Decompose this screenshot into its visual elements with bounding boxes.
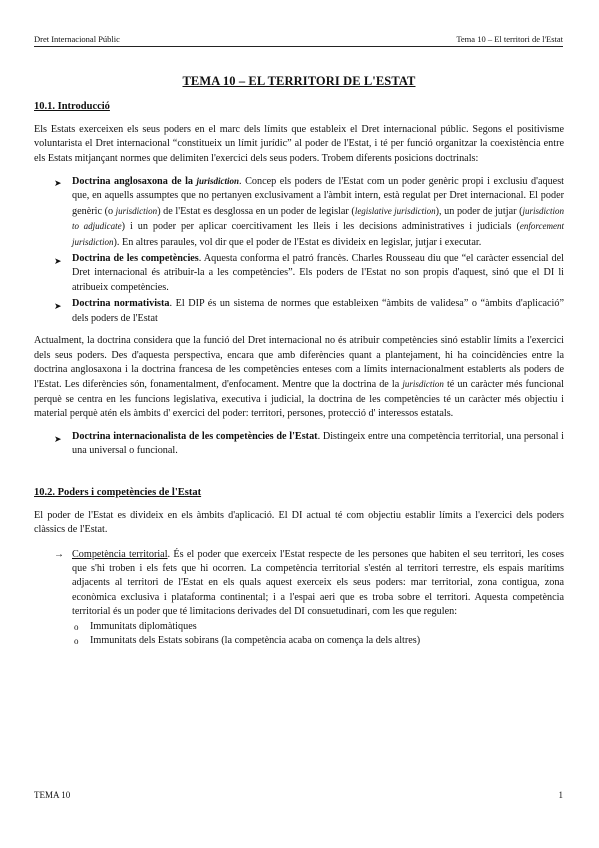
subitem-text: Immunitats diplomàtiques (90, 620, 197, 632)
item-text: . És el poder que exerceix l'Estat respecte de les persones que habiten el seu territori, les coses que s'hi troben i els fets que hi ocorren. La competència territorial s'estén al territori terrestre, els espais marítims adjacents al territori de l'Estat en els quals aquest exerceix els seus poders: mar territorial, zona contigua, zona econòmica exclusiva i plataforma continental; i a l'espai aeri que es troba sobre el territori. Aquesta competència territorial és un poder que té limitacions derivades del DI consuetudinari, com les que regulen: (72, 548, 564, 618)
doctrine-term: jurisdiction (115, 205, 158, 216)
section-heading-1: 10.1. Introducció (34, 101, 110, 113)
footer-left: TEMA 10 (34, 790, 71, 800)
list-item (34, 634, 564, 648)
competence-list (34, 548, 564, 620)
doctrine-text: . Aquesta conforma el patró francès. Charles Rousseau diu que “el caràcter essencial del Dret internacional és atribuir-la a les competències”. Els poders de l'Estat no son propis d'aquest, sinó que el DI li atribueix competències. (72, 253, 564, 293)
doctrine-name-italic: jurisdiction (196, 176, 240, 187)
item-label: Competència territorial (72, 548, 168, 560)
list-item (34, 252, 564, 295)
list-item (34, 297, 564, 326)
section-heading-2: 10.2. Poders i competències de l'Estat (34, 487, 202, 499)
arrow-right-icon: → (54, 548, 64, 560)
subitem-text: Immunitats dels Estats sobirans (la competència acaba on comença la dels altres) (90, 635, 421, 646)
doctrine-list-2 (34, 430, 564, 459)
doctrine-text: . Distingeix entre una competència territorial, una personal i una universal o funcional. (72, 430, 564, 456)
immunity-list (34, 620, 564, 649)
header-left: Dret Internacional Públic (34, 34, 120, 44)
list-item (34, 174, 564, 250)
page-number: 1 (558, 790, 563, 800)
body-paragraph (34, 334, 564, 421)
triangle-bullet-icon: ➤ (54, 178, 62, 189)
page-content (34, 74, 564, 648)
header-right: Tema 10 – El territori de l'Estat (456, 34, 563, 44)
intro-paragraph: Els Estats exerceixen els seus poders en el marc dels límits que estableix el Dret internacional públic. Segons el positivisme voluntarista el Dret internacional “constitueix un límit jurídic” al poder de l'Estat, i té per funció organitzar la coexistència entre els Estats mitjançant normes que delimiten l'exercici dels seus poders. Trobem diferents posicions doctrinals: (34, 123, 564, 164)
paragraph-text: té un caràcter més funcional perquè se centra en les funcions legislativa, executiva i judicial, la doctrina de les competències té un caràcter més objectiu i material perquè atén els àmbits d' exercici del poder: territori, persones, protecció d' interessos estatals. (34, 379, 564, 420)
circle-bullet-icon: o (74, 636, 79, 646)
list-item (34, 620, 564, 634)
doctrine-term: enforcement jurisdiction (72, 221, 564, 247)
doctrine-text: ), un poder de jutjar ( (435, 205, 523, 217)
paragraph-term: jurisdiction (402, 379, 444, 390)
paragraph-text: Actualment, la doctrina considera que la funció del Dret internacional no és atribuir competències sinó establir límits a l'exercici dels seus poders. Des d'aquesta perspectiva, encara que amb diferències quant a plantejament, hi ha coincidències entre la doctrina anglosaxona i la doctrina francesa de les competències enteses com a límits internacionalment establerts als poders de l'Estat. Les diferències són, fonamentalment, d'enfocament. Mentre que la doctrina de la (34, 335, 564, 391)
doctrine-term: jurisdiction to adjudicate (72, 205, 564, 232)
page-header (34, 32, 563, 47)
triangle-bullet-icon: ➤ (54, 433, 62, 444)
doctrine-list (34, 174, 564, 326)
doctrine-term: legislative jurisdiction (354, 205, 436, 216)
doctrine-text: ). En altres paraules, vol dir que el poder de l'Estat es divideix en legislar, jutjar i executar. (113, 236, 482, 248)
doctrine-name: Doctrina anglosaxona de la (72, 176, 197, 188)
doctrine-name: Doctrina internacionalista de les competències de l'Estat (72, 430, 318, 442)
triangle-bullet-icon: ➤ (54, 301, 62, 312)
list-item (34, 430, 564, 459)
doctrine-text: . El DIP és un sistema de normes que estableixen “àmbits de validesa” o “àmbits d'aplicació” dels poders de l'Estat (72, 298, 564, 324)
page-title: TEMA 10 – EL TERRITORI DE L'ESTAT (182, 74, 416, 88)
section2-intro: El poder de l'Estat es divideix en els àmbits d'aplicació. El DI actual té com objectiu establir límits a l'exercici dels poders clàssics de l'Estat. (34, 509, 564, 536)
doctrine-name: Doctrina normativista (72, 298, 170, 310)
triangle-bullet-icon: ➤ (54, 256, 62, 267)
circle-bullet-icon: o (74, 621, 79, 632)
doctrine-name: Doctrina de les competències (72, 253, 199, 265)
doctrine-text: ) de l'Estat es desglossa en un poder de legislar ( (157, 205, 355, 217)
list-item (34, 548, 564, 620)
doctrine-text: . Concep els poders de l'Estat com un poder genèric propi i exclusiu d'aquest que, en aquells assumptes que no pertanyen exclusivament a l'àmbit intern, està regulat per Dret internacional. El poder genèric (o (72, 176, 564, 217)
doctrine-text: ) i un poder per aplicar coercitivament les lleis i les decisions administratives i judicials ( (121, 221, 520, 233)
